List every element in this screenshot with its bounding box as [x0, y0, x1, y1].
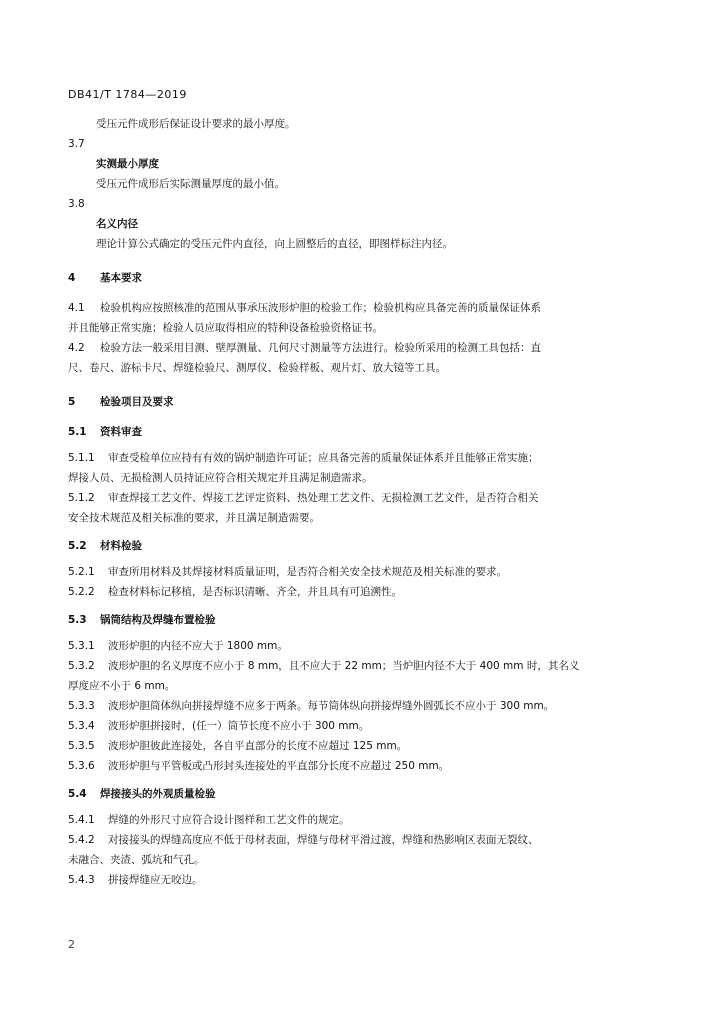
clause-item: 5.1.1 审查受检单位应持有有效的锅炉制造许可证；应具备完善的质量保证体系并且能够正常实施；: [68, 452, 539, 464]
definition-text: 理论计算公式确定的受压元件内直径，向上圆整后的直径，即图样标注内径。: [96, 238, 453, 250]
clause-item: 5.3.5 波形炉胆彼此连接处，各自平直部分的长度不应超过 125 mm。: [68, 740, 408, 752]
clause-item: 5.3.4 波形炉胆拼接时，(任一）筒节长度不应小于 300 mm。: [68, 720, 370, 732]
clause-item: 4.1 检验机构应按照核准的范围从事承压波形炉胆的检验工作；检验机构应具备完善的质量保证体系: [68, 302, 541, 314]
page-number: 2: [68, 938, 75, 951]
clause-item: 5.3.6 波形炉胆与平管板或凸形封头连接处的平直部分长度不应超过 250 mm。: [68, 760, 450, 772]
clause-item: 5.3.3 波形炉胆筒体纵向拼接焊缝不应多于两条。每节筒体纵向拼接焊缝外圆弧长不应小于 300 mm。: [68, 700, 555, 712]
clause-item: 5.4.2 对接接头的焊缝高度应不低于母材表面，焊缝与母材平滑过渡，焊缝和热影响区表面无裂纹、: [68, 834, 539, 846]
subsection-heading: 5.3 锅筒结构及焊缝布置检验: [68, 614, 216, 626]
section-heading: 5 检验项目及要求: [68, 396, 174, 408]
document-body: [68, 114, 640, 890]
clause-item-cont: 并且能够正常实施；检验人员应取得相应的特种设备检验资格证书。: [68, 322, 383, 334]
term-title: 名义内径: [96, 218, 138, 230]
subsection-heading: 5.4 焊接接头的外观质量检验: [68, 788, 216, 800]
subsection-heading: 5.1 资料审查: [68, 426, 142, 438]
clause-item: 5.1.2 审查焊接工艺文件、焊接工艺评定资料、热处理工艺文件、无损检测工艺文件，是否符合相关: [68, 492, 539, 504]
subsection-heading: 5.2 材料检验: [68, 540, 142, 552]
clause-number: 3.7: [68, 138, 85, 150]
clause-item-cont: 厚度应不小于 6 mm。: [68, 680, 176, 692]
clause-number: 3.8: [68, 198, 85, 210]
clause-item-cont: 未融合、夹渣、弧坑和气孔。: [68, 854, 205, 866]
section-heading: 4 基本要求: [68, 272, 142, 284]
clause-item: 5.3.1 波形炉胆的内径不应大于 1800 mm。: [68, 640, 288, 652]
definition-text: 受压元件成形后保证设计要求的最小厚度。: [96, 118, 296, 130]
clause-item: 5.3.2 波形炉胆的名义厚度不应小于 8 mm，且不应大于 22 mm；当炉胆内径不大于 400 mm 时，其名义: [68, 660, 580, 672]
clause-item-cont: 安全技术规范及相关标准的要求，并且满足制造需要。: [68, 512, 320, 524]
clause-item: 5.4.3 拼接焊缝应无咬边。: [68, 874, 203, 886]
clause-item: 5.4.1 焊缝的外形尺寸应符合设计图样和工艺文件的规定。: [68, 814, 350, 826]
clause-item-cont: 焊接人员、无损检测人员持证应符合相关规定并且满足制造需求。: [68, 472, 373, 484]
definition-text: 受压元件成形后实际测量厚度的最小值。: [96, 178, 285, 190]
document-header: DB41/T 1784—2019: [68, 88, 187, 101]
term-title: 实测最小厚度: [96, 158, 159, 170]
clause-item: 5.2.1 审查所用材料及其焊接材料质量证明，是否符合相关安全技术规范及相关标准的要求。: [68, 566, 507, 578]
clause-item: 4.2 检验方法一般采用目测、壁厚测量、几何尺寸测量等方法进行。检验所采用的检测工具包括：直: [68, 342, 541, 354]
clause-item-cont: 尺、卷尺、游标卡尺、焊缝检验尺、测厚仪、检验样板、观片灯、放大镜等工具。: [68, 362, 446, 374]
clause-item: 5.2.2 检查材料标记移植，是否标识清晰、齐全，并且具有可追溯性。: [68, 586, 402, 598]
